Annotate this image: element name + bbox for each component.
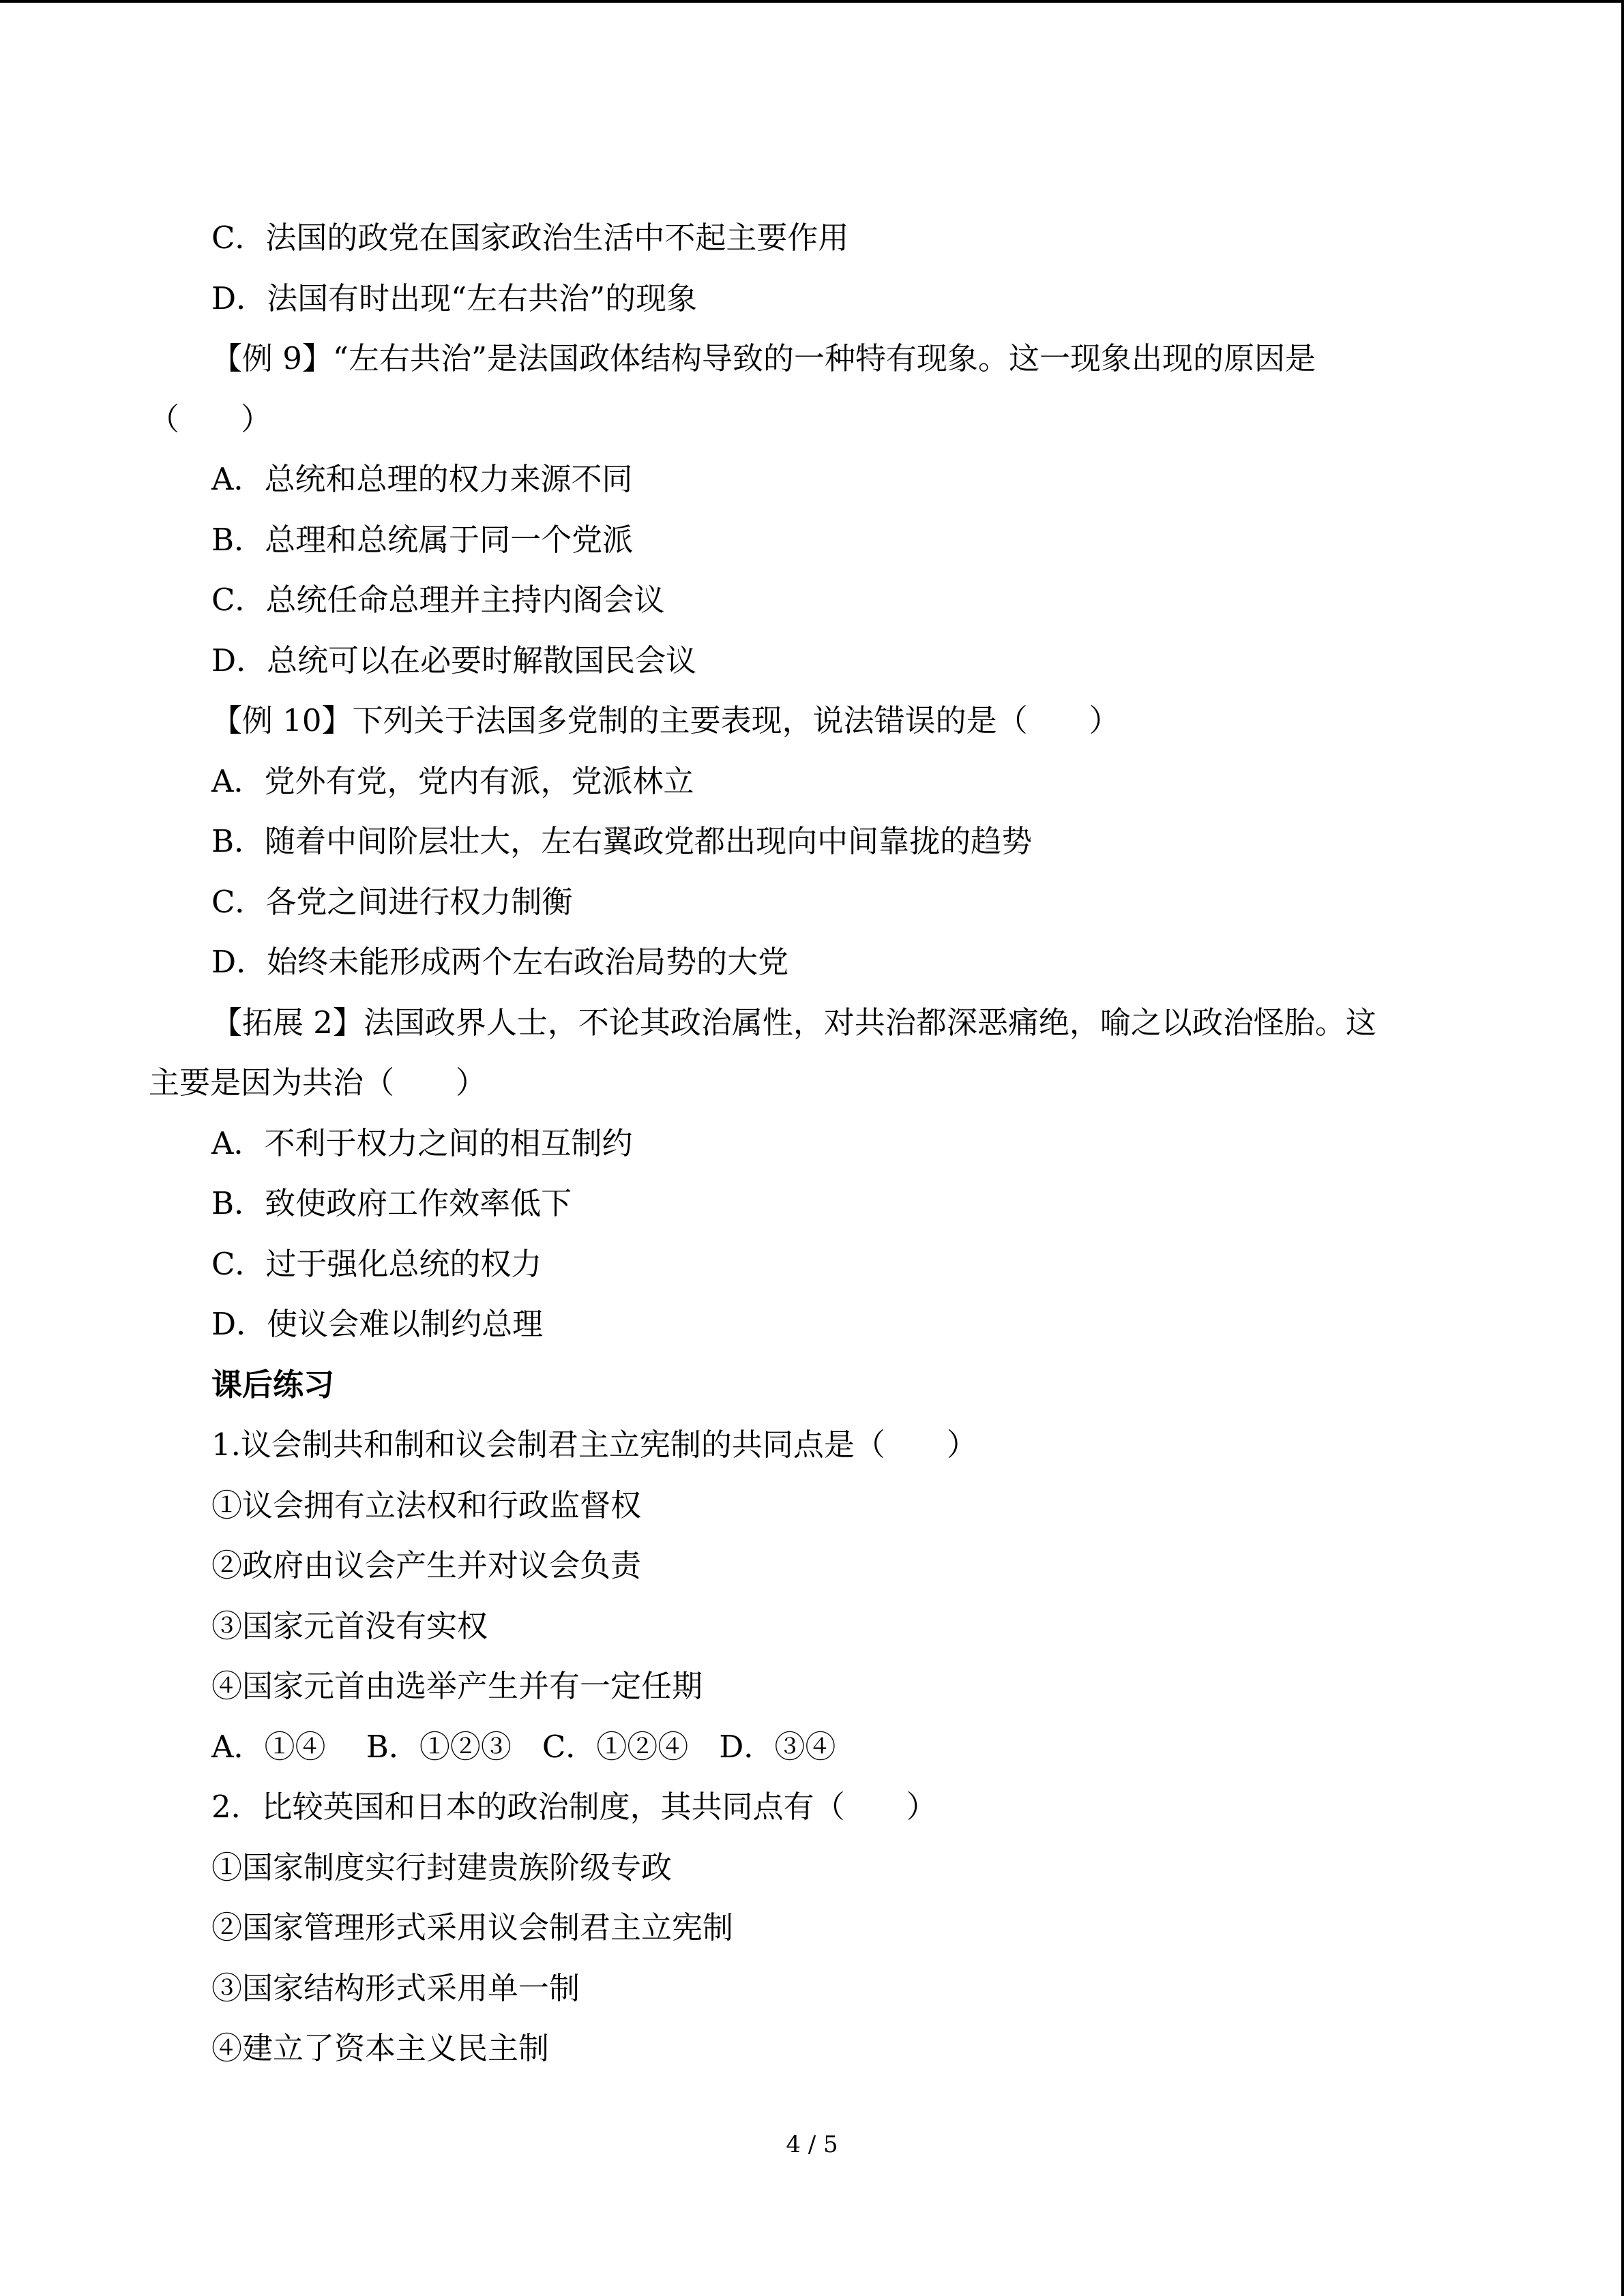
example-10-option-c: C．各党之间进行权力制衡 <box>211 883 573 920</box>
exercise-1-statement-4: ④国家元首由选举产生并有一定任期 <box>211 1668 703 1704</box>
example-9-question: 【例 9】“左右共治”是法国政体结构导致的一种特有现象。这一现象出现的原因是 <box>211 340 1316 376</box>
extension-2-question: 【拓展 2】法国政界人士，不论其政治属性，对共治都深恶痛绝，喻之以政治怪胎。这 <box>211 1004 1376 1041</box>
extension-2-option-d: D．使议会难以制约总理 <box>211 1306 544 1342</box>
exercise-2-statement-4: ④建立了资本主义民主制 <box>211 2030 550 2066</box>
document-body <box>149 208 1472 2079</box>
exercise-2-statement-1: ①国家制度实行封建贵族阶级专政 <box>211 1849 673 1885</box>
exercise-1-statement-3: ③国家元首没有实权 <box>211 1607 488 1644</box>
example-10-option-d: D．始终未能形成两个左右政治局势的大党 <box>211 944 789 980</box>
extension-2-option-b: B．致使政府工作效率低下 <box>211 1185 572 1221</box>
exercise-2-statement-2: ②国家管理形式采用议会制君主立宪制 <box>211 1909 734 1945</box>
page-number: 4 / 5 <box>786 2131 838 2158</box>
example-9-option-c: C．总统任命总理并主持内阁会议 <box>211 582 665 618</box>
exercise-2-statement-3: ③国家结构形式采用单一制 <box>211 1969 580 2006</box>
example-10-question: 【例 10】下列关于法国多党制的主要表现，说法错误的是（ ） <box>211 702 1120 739</box>
extension-2-option-a: A．不利于权力之间的相互制约 <box>211 1124 633 1161</box>
page-right-border <box>1621 0 1624 2296</box>
example-9-option-a: A．总统和总理的权力来源不同 <box>211 461 633 497</box>
extension-2-question-continued: 主要是因为共治（ ） <box>149 1064 487 1101</box>
example-10-option-b: B．随着中间阶层壮大，左右翼政党都出现向中间靠拢的趋势 <box>211 823 1033 859</box>
example-9-option-d: D．总统可以在必要时解散国民会议 <box>211 642 697 679</box>
exercise-1-options: A．①④ B．①②③ C．①②④ D．③④ <box>211 1728 836 1765</box>
section-heading-exercises: 课后练习 <box>211 1366 335 1403</box>
example-9-question-continued: （ ） <box>149 400 272 437</box>
exercise-2-question: 2．比较英国和日本的政治制度，其共同点有（ ） <box>211 1789 937 1825</box>
page-top-border <box>0 0 1624 3</box>
option-d-line: D．法国有时出现“左右共治”的现象 <box>211 280 698 316</box>
example-9-option-b: B．总理和总统属于同一个党派 <box>211 521 634 558</box>
exercise-1-statement-1: ①议会拥有立法权和行政监督权 <box>211 1487 642 1523</box>
option-c-line: C．法国的政党在国家政治生活中不起主要作用 <box>211 220 849 256</box>
extension-2-option-c: C．过于强化总统的权力 <box>211 1245 542 1282</box>
example-10-option-a: A．党外有党，党内有派，党派林立 <box>211 762 694 799</box>
exercise-1-statement-2: ②政府由议会产生并对议会负责 <box>211 1547 642 1583</box>
exercise-1-question: 1.议会制共和制和议会制君主立宪制的共同点是（ ） <box>211 1427 977 1463</box>
